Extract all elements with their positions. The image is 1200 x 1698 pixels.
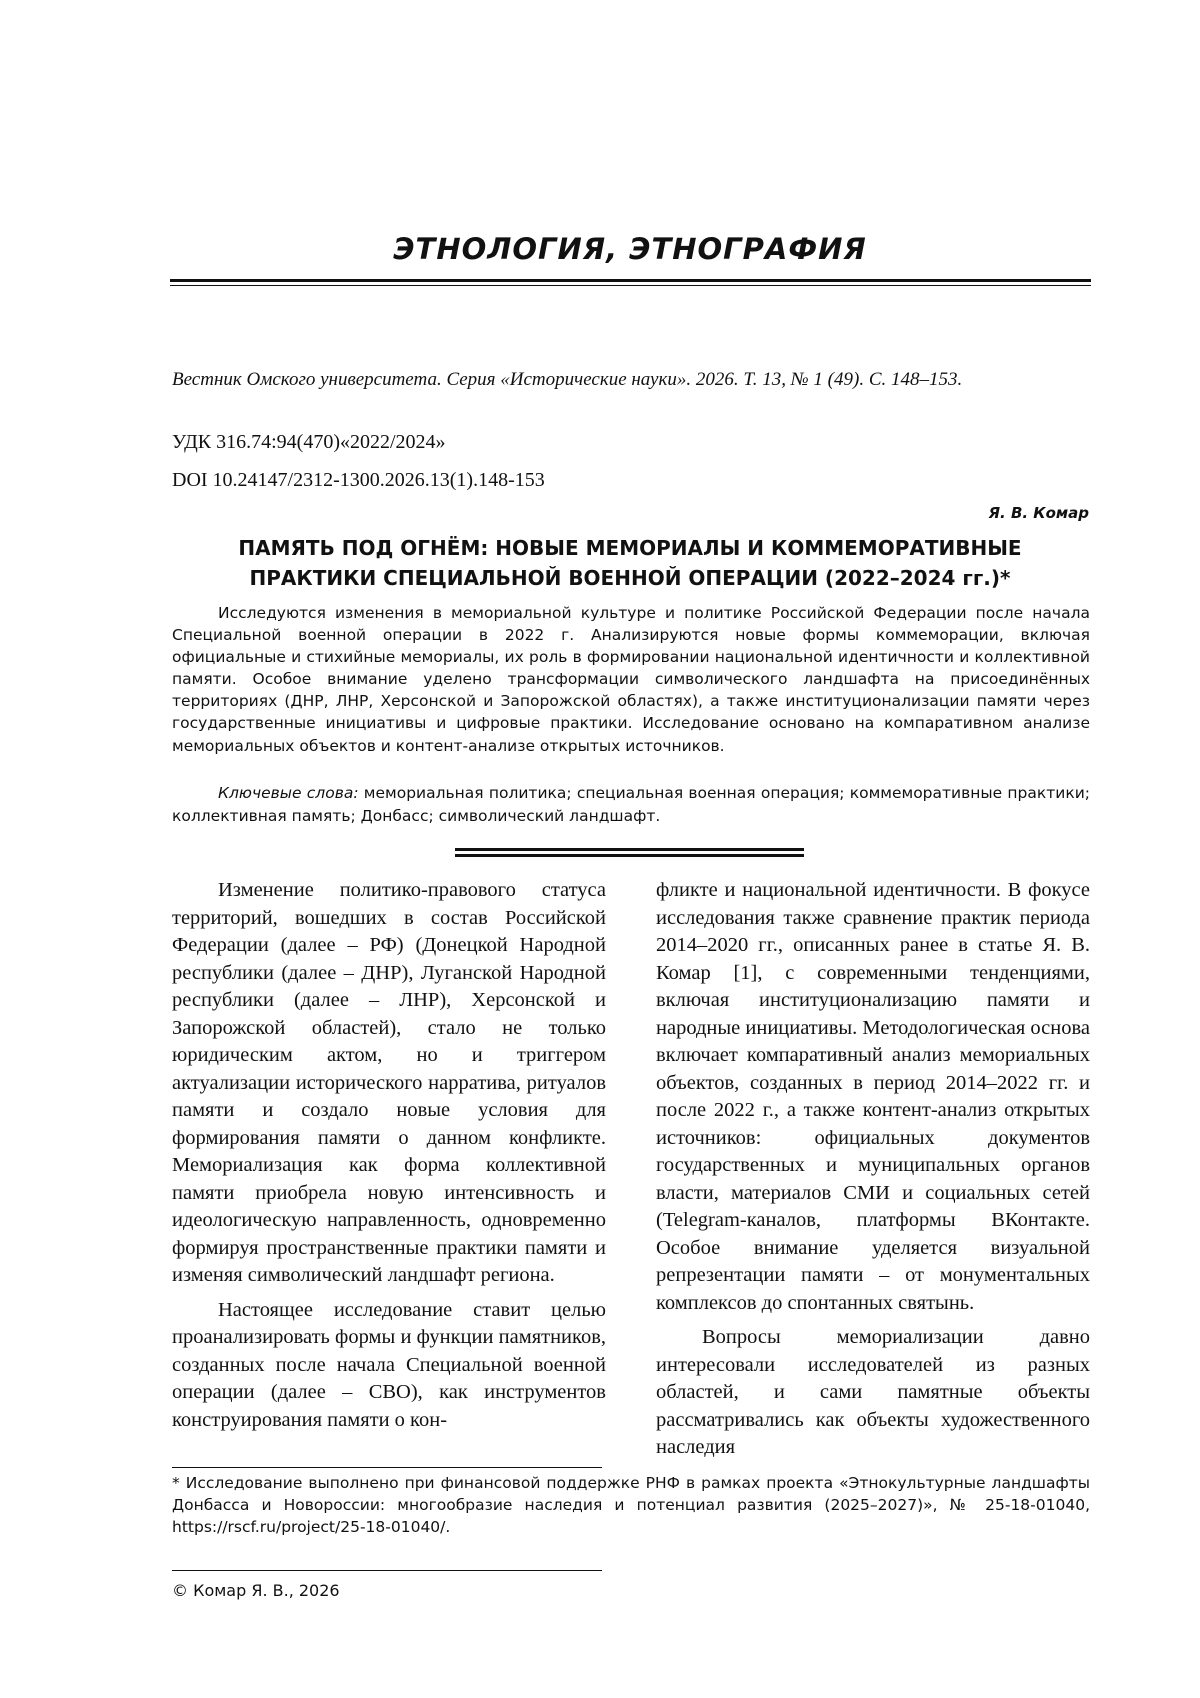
separator-rule-bottom [455,854,804,857]
section-rule-thin [170,285,1091,286]
article-title-line-2: ПРАКТИКИ СПЕЦИАЛЬНОЙ ВОЕННОЙ ОПЕРАЦИИ (2022–2024 гг.)* [249,566,1011,590]
abstract: Исследуются изменения в мемориальной культуре и политике Российской Федерации после начала Специальной военной операции в 2022 г. Анализируются новые формы коммеморации, включая официальные и стихийные мемориалы, их роль в формировании национальной идентичности и коллективной памяти. Особое внимание уделено трансформации символического ландшафта на присоединённых территориях (ДНР, ЛНР, Херсонской и Запорожской областях), а также институционализации памяти через государственные инициативы и цифровые практики. Исследование основано на компаративном анализе мемориальных объектов и контент-анализе открытых источников. [172,604,1090,755]
author-name: Я. В. Комар [988,504,1089,522]
body-paragraph: Изменение политико-правового статуса территорий, вошедших в состав Российской Федерации (далее – РФ) (Донецкой Народной республики (далее – ДНР), Луганской Народной республики (далее – ЛНР), Херсонской и Запорожской областей), стало не только юридическим актом, но и триггером актуализации исторического нарратива, ритуалов памяти и создало новые условия для формирования памяти о данном конфликте. Мемориализация как форма коллективной памяти приобрела новую интенсивность и идеологическую направленность, одновременно формируя пространственные практики памяти и изменяя символический ландшафт региона. [172,879,606,1286]
article-title [170,533,1090,593]
section-rule-thick [170,279,1091,282]
footnote: * Исследование выполнено при финансовой поддержке РНФ в рамках проекта «Этнокультурные ландшафты Донбасса и Новороссии: многообразие наследия и потенциал развития (2025–2027)», № 25-18-01040, https://rscf.ru/project/25-18-01040/. [172,1474,1090,1536]
body-paragraph: Вопросы мемориализации давно интересовали исследователей из разных областей, и сами памятные объекты рассматривались как объекты художественного наследия [656,1326,1090,1458]
body-paragraph: Настоящее исследование ставит целью проанализировать формы и функции памятников, созданных после начала Специальной военной операции (далее – СВО), как инструментов конструирования памяти о кон- [172,1298,606,1431]
article-title-line-1: ПАМЯТЬ ПОД ОГНЁМ: НОВЫЕ МЕМОРИАЛЫ И КОММЕМОРАТИВНЫЕ [238,536,1022,560]
keywords-label: Ключевые слова: [218,784,359,802]
copyright: © Комар Я. В., 2026 [172,1581,340,1600]
body-column-left [172,877,606,1434]
section-heading: ЭТНОЛОГИЯ, ЭТНОГРАФИЯ [393,232,867,266]
keywords-text: мемориальная политика; специальная военная операция; коммеморативные практики; коллективная память; Донбасс; символический ландшафт. [172,784,1090,825]
footnote-rule [172,1467,602,1468]
keywords [172,782,1090,828]
body-column-right [656,877,1090,1462]
copyright-rule [172,1570,602,1571]
udk-code: УДК 316.74:94(470)«2022/2024» [172,431,446,453]
doi: DOI 10.24147/2312-1300.2026.13(1).148-153 [172,469,545,491]
separator-rule-top [455,848,804,851]
journal-citation: Вестник Омского университета. Серия «Исторические науки». 2026. Т. 13, № 1 (49). С. 148–153. [172,369,963,390]
body-paragraph-continued: фликте и национальной идентичности. В фокусе исследования также сравнение практик периода 2014–2020 гг., описанных ранее в статье Я. В. Комар [1], с современными тенденциями, включая институционализацию памяти и народные инициативы. Методологическая основа включает компаративный анализ мемориальных объектов, созданных в период 2014–2022 гг. и после 2022 г., а также контент-анализ открытых источников: официальных документов государственных и муниципальных органов власти, материалов СМИ и социальных сетей (Telegram-каналов, платформы ВКонтакте. Особое внимание уделяется визуальной репрезентации памяти – от монументальных комплексов до спонтанных святынь. [656,879,1091,1314]
